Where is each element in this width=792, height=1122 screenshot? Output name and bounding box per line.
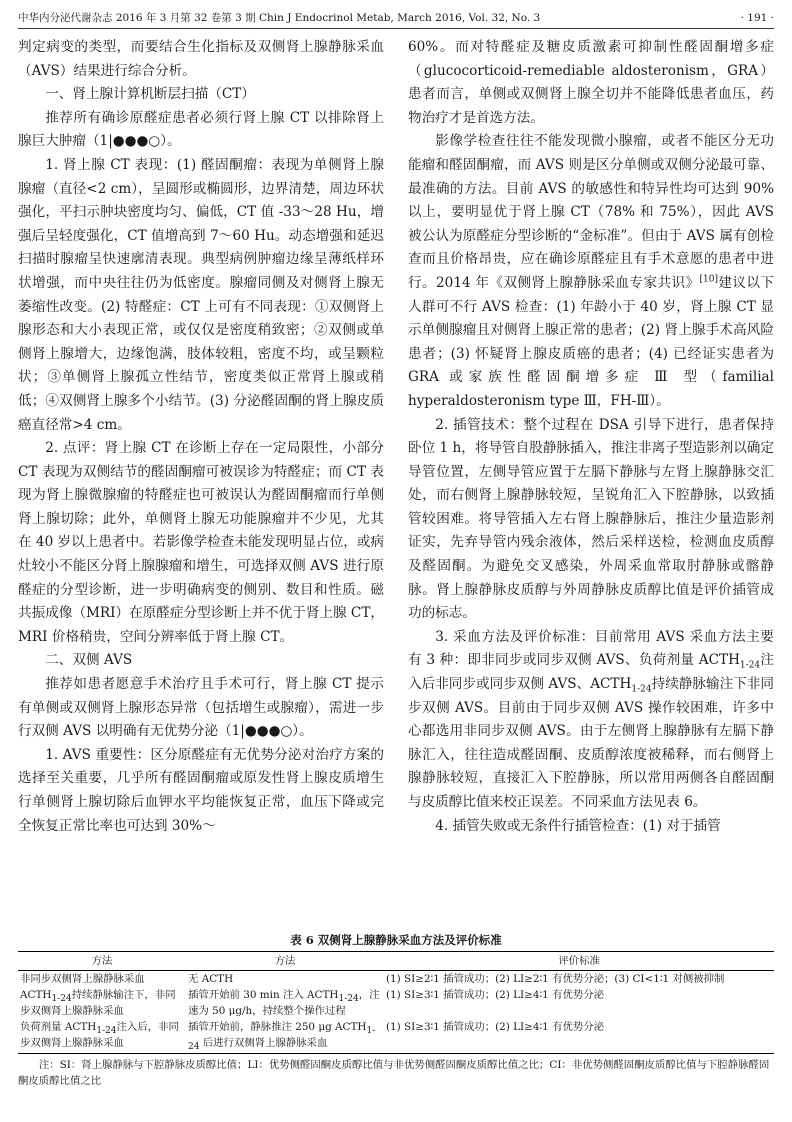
paragraph: 判定病变的类型，而要结合生化指标及双侧肾上腺静脉采血（AVS）结果进行综合分析。 xyxy=(18,39,384,79)
table-cell: (1) SI≥2∶1 插管成功；(2) LI≥2∶1 有优势分泌；(3) CI<1∶1 对侧被抑制 xyxy=(386,973,725,985)
table-header-row xyxy=(18,952,774,971)
subscript: 1-24 xyxy=(338,994,359,1005)
text-run: 注入后非同步或同步双侧 AVS、ACTH xyxy=(408,652,774,693)
table-cell xyxy=(186,1019,384,1054)
subscript: 1-24 xyxy=(96,1026,117,1037)
text-run: 插管开始前 30 min 注入 ACTH xyxy=(188,989,339,1001)
text-run: 建议以下人群可不行 AVS 检查：(1) 年龄小于 40 岁，肾上腺 CT 显示单侧腺瘤且对侧肾上腺正常的患者；(2) 肾上腺手术高风险患者；(3) 怀疑肾上腺皮质癌的患者；(4) 已经证实患者为 GRA 或家族性醛固酮增多症 Ⅲ 型（familial hyperaldosteronism type Ⅲ，FH-Ⅲ）。 xyxy=(408,274,775,409)
subscript: 1-24 xyxy=(739,661,761,672)
text-run: 后进行双侧肾上腺静脉采血 xyxy=(199,1037,328,1049)
table-row xyxy=(18,971,774,988)
right-column xyxy=(408,36,774,838)
table-cell xyxy=(186,987,384,1019)
table-cell: (1) SI≥3∶1 插管成功；(2) LI≥4∶1 有优势分泌 xyxy=(384,1019,774,1054)
paragraph: 4. 插管失败或无条件行插管检查：(1) 对于插管 xyxy=(435,817,721,834)
section-heading: 一、肾上腺计算机断层扫描（CT） xyxy=(45,86,255,103)
left-column xyxy=(18,36,384,838)
subscript: 1-24 xyxy=(188,1026,376,1053)
paragraph: 推荐如患者愿意手术治疗且手术可行，肾上腺 CT 提示有单侧或双侧肾上腺形态异常（包括增生或腺瘤），需进一步行双侧 AVS 以明确有无优势分泌（1|●●●○）。 xyxy=(18,676,384,740)
text-run: 影像学检查往往不能发现微小腺瘤，或者不能区分无功能瘤和醛固酮瘤，而 AVS 则是区分单侧或双侧分泌最可靠、最准确的方法。目前 AVS 的敏感性和特异性均可达到 90% 以上，要明显优于肾上腺 CT（78% 和 75%），因此 AVS 被公认为原醛症分型诊断的“金标准”。但由于 AVS 属有创检查而且价格昂贵，应在确诊原醛症且有手术意愿的患者中进行。2014 年《双侧肾上腺静脉采血专家共识》 xyxy=(408,133,774,291)
paragraph: 1. 肾上腺 CT 表现：(1) 醛固酮瘤：表现为单侧肾上腺腺瘤（直径<2 cm），呈圆形或椭圆形，边界清楚，周边环状强化，平扫示肿块密度均匀、偏低，CT 值 -33～28 Hu，增强后呈轻度强化，CT 值增高到 7～60 Hu。动态增强和延迟扫描时腺瘤呈快速廓清表现。典型病例肿瘤边缘呈薄纸样环状增强，而中央往往仍为低密度。腺瘤同侧及对侧肾上腺无萎缩性改变。(2) 特醛症：CT 上可有不同表现：①双侧肾上腺形态和大小表现正常，或仅仅是密度稍致密；②双侧或单侧肾上腺增大，边缘饱满，肢体较粗，密度不均，或呈颗粒状；③单侧肾上腺孤立性结节，密度类似正常肾上腺或稍低；④双侧肾上腺多个小结节。(3) 分泌醛固酮的肾上腺皮质癌直径常>4 cm。 xyxy=(18,156,384,433)
paragraph xyxy=(408,626,774,815)
table-note: 注：SI：肾上腺静脉与下腔静脉皮质醇比值；LI：优势侧醛固酮皮质醇比值与非优势侧醛固酮皮质醇比值之比；CI：非优势侧醛固酮皮质醇比值与下腔静脉醛固酮皮质醇比值之比 xyxy=(18,1059,770,1087)
table-header: 评价标准 xyxy=(384,952,774,971)
text-run: 插管开始前，静脉推注 250 μg ACTH xyxy=(188,1021,367,1033)
page-number: · 191 · xyxy=(740,12,774,24)
avs-methods-table xyxy=(18,951,774,1054)
table-6 xyxy=(18,932,774,1089)
table-row xyxy=(18,987,774,1019)
table-cell: 无 ACTH xyxy=(188,973,234,985)
table-title: 表 6 双侧肾上腺静脉采血方法及评价标准 xyxy=(290,933,502,947)
paragraph xyxy=(408,130,774,413)
subscript: 1-24 xyxy=(631,684,652,695)
paragraph: 2. 点评：肾上腺 CT 在诊断上存在一定局限性，小部分 CT 表现为双侧结节的醛固酮瘤可被误诊为特醛症；而 CT 表现为肾上腺微腺瘤的特醛症也可被误认为醛固酮瘤而行单侧肾上腺切除；此外，单侧肾上腺无功能腺瘤并不少见，尤其在 40 岁以上患者中。若影像学检查未能发现明显占位，或病灶较小不能区分肾上腺腺瘤和增生，可选择双侧 AVS 进行原醛症的分型诊断，进一步明确病变的侧别、数目和性质。磁共振成像（MRI）在原醛症分型诊断上并不优于肾上腺 CT，MRI 价格稍贵，空间分辨率低于肾上腺 CT。 xyxy=(18,440,384,645)
paragraph: 60%。而对特醛症及糖皮质激素可抑制性醛固酮增多症（glucocorticoid-remediable aldosteronism，GRA）患者而言，单侧或双侧肾上腺全切并不能降低患者血压，药物治疗才是首选方法。 xyxy=(408,39,774,126)
paragraph: 2. 插管技术：整个过程在 DSA 引导下进行，患者保持卧位 1 h，将导管自股静脉插入，推注非离子型造影剂以确定导管位置，左侧导管应置于左膈下静脉与左肾上腺静脉交汇处，而右侧肾上腺静脉较短，呈锐角汇入下腔静脉，以致插管较困难。将导管插入左右肾上腺静脉后，推注少量造影剂证实，先弃导管内残余液体，然后采样送检，检测血皮质醇及醛固酮。为避免交叉感染，外周采血常取肘静脉或髂静脉。肾上腺静脉皮质醇与外周静脉皮质醇比值是评价插管成功的标志。 xyxy=(408,416,774,622)
section-heading: 二、双侧 AVS xyxy=(45,652,133,669)
paragraph: 推荐所有确诊原醛症患者必须行肾上腺 CT 以排除肾上腺巨大肿瘤（1|●●●○）。 xyxy=(18,109,384,150)
table-cell: (1) SI≥3∶1 插管成功；(2) LI≥4∶1 有优势分泌 xyxy=(386,989,605,1001)
journal-citation: 中华内分泌代谢杂志 2016 年 3 月第 32 卷第 3 期 Chin J Endocrinol Metab, March 2016, Vol. 32, No. 3 xyxy=(18,12,541,24)
table-row xyxy=(18,1019,774,1054)
table-cell: 非同步双侧肾上腺静脉采血 xyxy=(20,973,145,985)
text-run: 持续静脉输注下非同步双侧 AVS。目前由于同步双侧 AVS 操作较困难，许多中心都选用非同步双侧 AVS。由于左侧肾上腺静脉有左膈下静脉汇入，往往造成醛固酮、皮质醇浓度被稀释，而右侧肾上腺静脉较短，直接汇入下腔静脉，所以常用两侧各自醛固酮与皮质醇比值来校正误差。不同采血方法见表 6。 xyxy=(408,676,775,810)
table-header: 方法 xyxy=(186,952,384,971)
text-run: 负荷剂量 ACTH xyxy=(20,1021,97,1033)
table-header: 方法 xyxy=(18,952,186,971)
table-cell xyxy=(18,1019,186,1054)
paragraph: 1. AVS 重要性：区分原醛症有无优势分泌对治疗方案的选择至关重要，几乎所有醛固酮瘤或原发性肾上腺皮质增生行单侧肾上腺切除后血钾水平均能恢复正常，血压下降或完全恢复正常比率也可达到 30%～ xyxy=(18,746,384,834)
text-run: ACTH xyxy=(20,989,52,1001)
text-run: 注入后，非同步双侧肾上腺静脉采血 xyxy=(20,1021,179,1049)
subscript: 1-24 xyxy=(51,994,72,1005)
citation-ref: [10] xyxy=(699,274,718,285)
journal-header xyxy=(18,10,774,29)
table-cell xyxy=(18,987,186,1019)
text-run: 3. 采血方法及评价标准：目前常用 AVS 采血方法主要有 3 种：即非同步或同步双侧 AVS、负荷剂量 ACTH xyxy=(408,628,774,669)
text-run: ，注速为 50 μg/h，持续整个操作过程 xyxy=(188,989,380,1017)
text-run: 持续静脉输注下，非同步双侧肾上腺静脉采血 xyxy=(20,989,176,1017)
